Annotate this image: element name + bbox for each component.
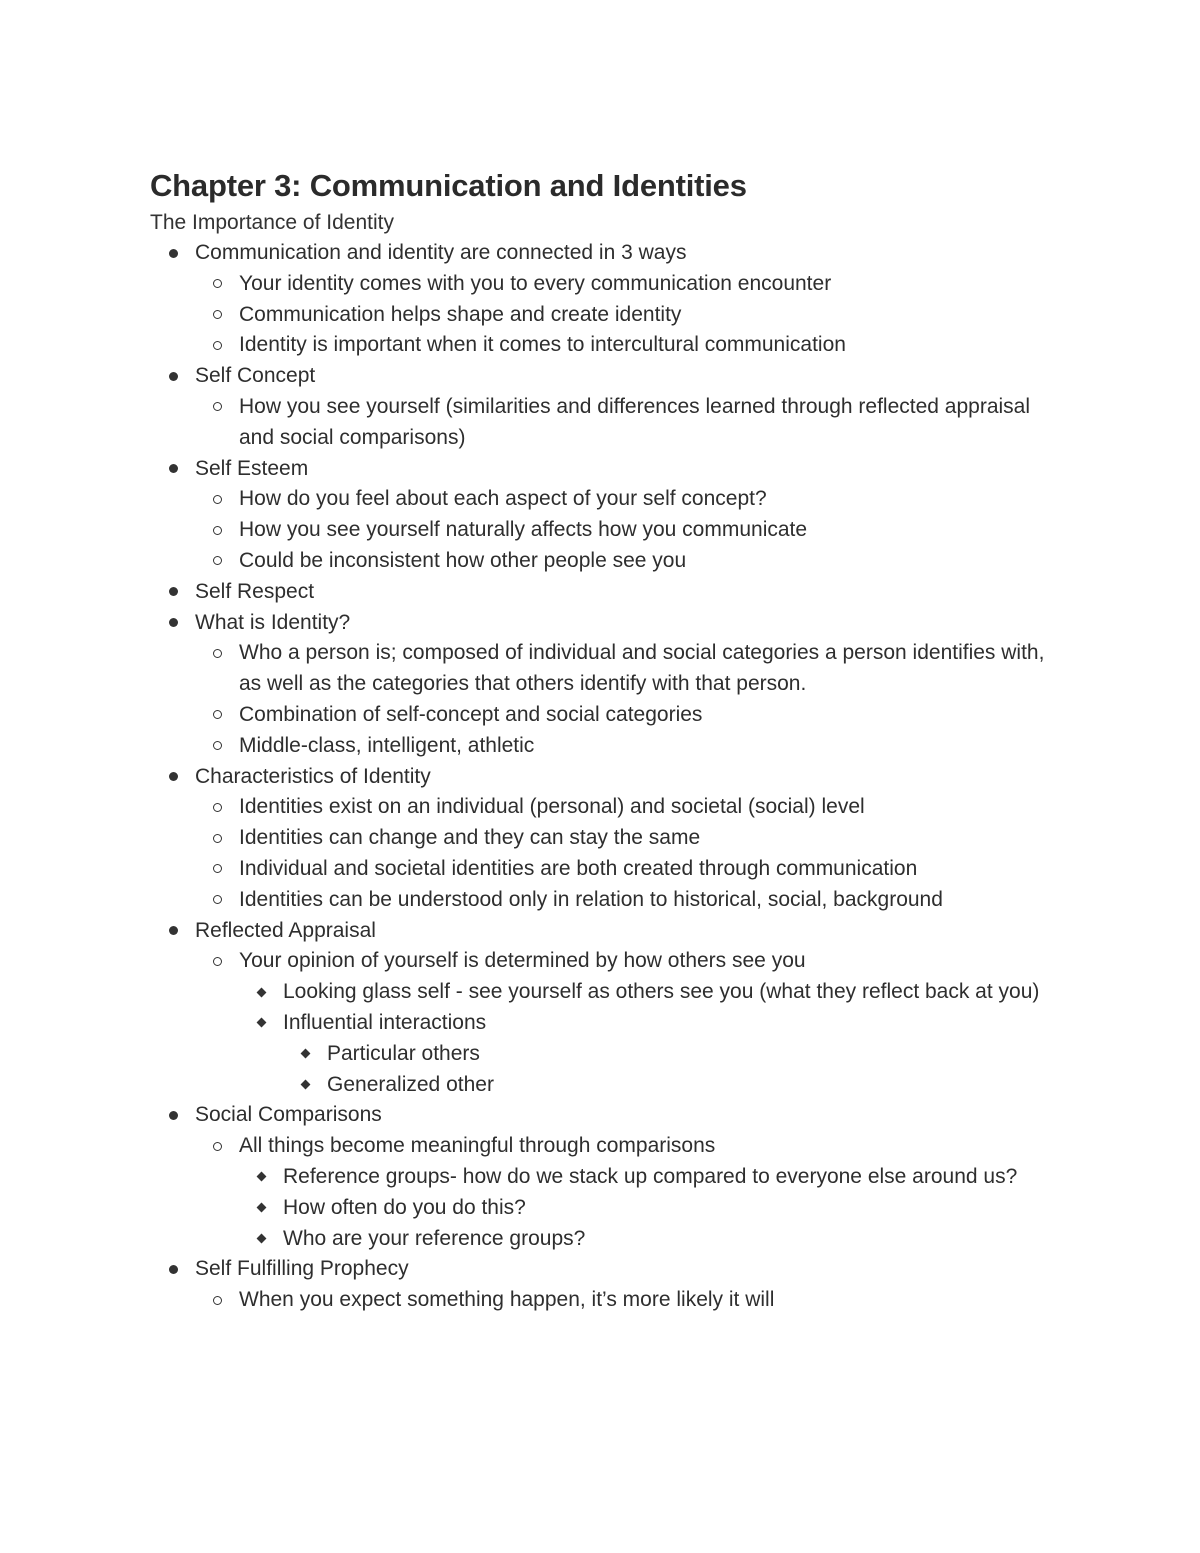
outline-item-row [150,1100,1050,1131]
outline-item-text: Combination of self-concept and social categories [239,702,703,726]
section-subtitle: The Importance of Identity [150,211,394,234]
bullet-shape [213,495,222,504]
hollow-bullet-icon [210,854,224,884]
outline-item-level-1 [150,762,1050,793]
hollow-bullet-icon [210,515,224,545]
document-page [150,164,1050,1316]
filled-bullet-icon [166,454,180,484]
hollow-bullet-icon [210,392,224,422]
outline-item-row [150,1285,1050,1316]
diamond-bullet-icon [298,1070,312,1100]
outline-item-row [150,546,1050,577]
outline-item-row [150,454,1050,485]
hollow-bullet-icon [210,1131,224,1161]
outline-item-text: How you see yourself naturally affects how you communicate [239,518,808,542]
bullet-shape [256,1172,266,1182]
outline-item-level-2 [150,515,1050,546]
bullet-shape [213,710,222,719]
outline-item-row [150,700,1050,731]
outline-item-row [150,330,1050,361]
outline-item-level-1 [150,1100,1050,1131]
outline-item-level-2 [150,1131,1050,1162]
outline-item-text: Identities exist on an individual (personal) and societal (social) level [239,795,865,819]
outline-item-level-1 [150,608,1050,639]
outline-item-text: Self Fulfilling Prophecy [195,1257,409,1281]
outline-item-level-3 [150,1193,1050,1224]
diamond-bullet-icon [254,1224,268,1254]
outline-item-text: Identities can change and they can stay the same [239,826,701,850]
outline-item-level-3 [150,977,1050,1008]
outline-item-row [150,238,1050,269]
bullet-shape [256,1203,266,1213]
outline-item-row [150,731,1050,762]
bullet-shape [213,803,222,812]
outline-item-text: Individual and societal identities are both created through communication [239,856,918,880]
outline-item-row [150,1193,1050,1224]
outline-item-level-3 [150,1008,1050,1039]
diamond-bullet-icon [254,1008,268,1038]
filled-bullet-icon [166,916,180,946]
bullet-shape [169,1265,178,1274]
outline-item-text: Generalized other [327,1072,494,1096]
outline-item-row [150,1162,1050,1193]
hollow-bullet-icon [210,700,224,730]
bullet-shape [213,556,222,565]
outline-item-row [150,1131,1050,1162]
outline-item-level-1 [150,577,1050,608]
outline-item-level-2 [150,638,1050,700]
outline-item-level-2 [150,823,1050,854]
outline-item-level-1 [150,916,1050,947]
outline-item-level-1 [150,361,1050,392]
bullet-shape [169,249,178,258]
outline-item-level-2 [150,330,1050,361]
outline-item-row [150,792,1050,823]
hollow-bullet-icon [210,269,224,299]
diamond-bullet-icon [254,977,268,1007]
filled-bullet-icon [166,608,180,638]
outline-item-text: Looking glass self - see yourself as others see you (what they reflect back at you) [283,980,1040,1004]
hollow-bullet-icon [210,300,224,330]
outline-item-level-1 [150,454,1050,485]
outline-item-level-2 [150,731,1050,762]
outline-item-row [150,608,1050,639]
outline-item-row [150,854,1050,885]
outline-item-level-2 [150,885,1050,916]
hollow-bullet-icon [210,731,224,761]
outline-item-text: How you see yourself (similarities and differences learned through reflected appraisal and social comparisons) [239,394,1031,449]
outline-item-level-2 [150,300,1050,331]
bullet-shape [300,1080,310,1090]
outline-item-row [150,1224,1050,1255]
bullet-shape [169,772,178,781]
outline-item-level-1 [150,238,1050,269]
hollow-bullet-icon [210,946,224,976]
bullet-shape [213,1142,222,1151]
outline-item-row [150,638,1050,700]
bullet-shape [256,1018,266,1028]
outline-item-row [150,1008,1050,1039]
hollow-bullet-icon [210,484,224,514]
bullet-shape [213,402,222,411]
outline-item-row [150,484,1050,515]
outline-item-level-4 [150,1070,1050,1101]
outline-item-text: When you expect something happen, it’s more likely it will [239,1288,775,1312]
outline-item-level-2 [150,792,1050,823]
outline-item-text: All things become meaningful through comparisons [239,1134,716,1158]
outline-item-row [150,946,1050,977]
bullet-shape [213,341,222,350]
outline-item-text: Self Respect [195,579,315,603]
outline-item-row [150,823,1050,854]
filled-bullet-icon [166,361,180,391]
outline-item-row [150,577,1050,608]
outline-item-row [150,1039,1050,1070]
outline-item-level-4 [150,1039,1050,1070]
outline-item-row [150,916,1050,947]
hollow-bullet-icon [210,885,224,915]
filled-bullet-icon [166,238,180,268]
outline-item-text: How often do you do this? [283,1195,526,1219]
hollow-bullet-icon [210,546,224,576]
page-title: Chapter 3: Communication and Identities [150,168,747,203]
outline-item-text: Your identity comes with you to every communication encounter [239,271,832,295]
outline-item-level-1 [150,1254,1050,1285]
outline-item-level-3 [150,1162,1050,1193]
outline-item-row [150,1070,1050,1101]
outline-item-text: Reference groups- how do we stack up compared to everyone else around us? [283,1164,1018,1188]
outline-item-text: Particular others [327,1041,480,1065]
bullet-shape [169,464,178,473]
bullet-shape [213,649,222,658]
outline-item-level-2 [150,484,1050,515]
outline-item-text: How do you feel about each aspect of your self concept? [239,487,767,511]
bullet-shape [169,1111,178,1120]
hollow-bullet-icon [210,330,224,360]
bullet-shape [213,834,222,843]
bullet-shape [213,1296,222,1305]
hollow-bullet-icon [210,792,224,822]
hollow-bullet-icon [210,638,224,668]
outline-item-row [150,762,1050,793]
outline-item-row [150,515,1050,546]
outline-item-level-2 [150,269,1050,300]
outline-item-row [150,392,1050,454]
outline-item-text: Reflected Appraisal [195,918,376,942]
bullet-shape [213,741,222,750]
outline-item-row [150,977,1050,1008]
outline-item-level-2 [150,700,1050,731]
outline-item-level-2 [150,946,1050,977]
outline-item-row [150,269,1050,300]
outline-item-level-2 [150,854,1050,885]
bullet-shape [213,957,222,966]
outline-item-text: Who are your reference groups? [283,1226,586,1250]
bullet-shape [256,1234,266,1244]
bullet-shape [169,372,178,381]
outline-item-text: What is Identity? [195,610,351,634]
outline-item-text: Your opinion of yourself is determined by how others see you [239,949,806,973]
outline-item-text: Identity is important when it comes to intercultural communication [239,333,846,357]
outline-item-level-2 [150,392,1050,454]
filled-bullet-icon [166,1254,180,1284]
filled-bullet-icon [166,577,180,607]
bullet-shape [169,926,178,935]
diamond-bullet-icon [298,1039,312,1069]
outline-list [150,238,1050,1316]
outline-item-row [150,885,1050,916]
bullet-shape [256,987,266,997]
hollow-bullet-icon [210,823,224,853]
filled-bullet-icon [166,1100,180,1130]
outline-item-level-2 [150,1285,1050,1316]
outline-item-text: Self Concept [195,364,316,388]
outline-item-text: Who a person is; composed of individual and social categories a person identifies with, as well as the categories that others identify with that person. [239,641,1045,696]
bullet-shape [213,310,222,319]
outline-item-text: Communication and identity are connected in 3 ways [195,241,687,264]
bullet-shape [169,587,178,596]
outline-item-row [150,1254,1050,1285]
bullet-shape [213,279,222,288]
bullet-shape [169,618,178,627]
outline-item-text: Social Comparisons [195,1103,382,1127]
outline-item-text: Identities can be understood only in relation to historical, social, background [239,887,943,911]
bullet-shape [213,526,222,535]
outline-item-text: Influential interactions [283,1010,487,1034]
outline-item-row [150,300,1050,331]
bullet-shape [213,864,222,873]
outline-item-row [150,361,1050,392]
hollow-bullet-icon [210,1285,224,1315]
outline-item-text: Could be inconsistent how other people see you [239,548,687,572]
outline-item-text: Self Esteem [195,456,309,480]
filled-bullet-icon [166,762,180,792]
outline-item-text: Communication helps shape and create identity [239,302,682,326]
diamond-bullet-icon [254,1162,268,1192]
diamond-bullet-icon [254,1193,268,1223]
bullet-shape [300,1049,310,1059]
outline-item-level-3 [150,1224,1050,1255]
bullet-shape [213,895,222,904]
outline-item-level-2 [150,546,1050,577]
outline-item-text: Middle-class, intelligent, athletic [239,733,535,757]
outline-item-text: Characteristics of Identity [195,764,431,788]
